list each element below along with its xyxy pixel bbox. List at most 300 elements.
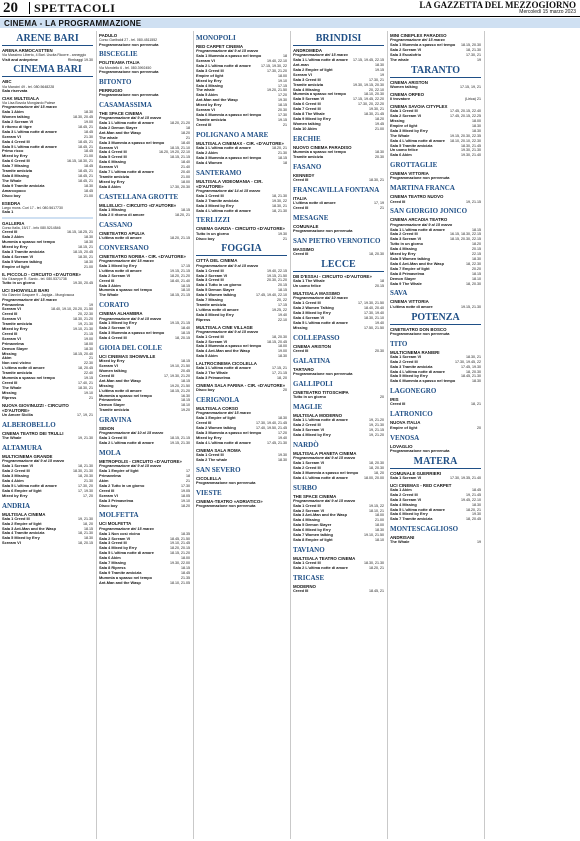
showtimes: 18.30 bbox=[84, 536, 93, 541]
showtimes: 19.30 bbox=[472, 512, 481, 517]
showtimes: 19.15, 21.30 bbox=[170, 441, 190, 446]
film-title: Sala 5 Demon Slayer bbox=[293, 522, 332, 528]
cinema-address: Via Mancini 49 - tel. 080.5648228 bbox=[2, 84, 55, 89]
showtimes: 17 bbox=[186, 469, 190, 474]
film-title: Sala 3 Mixed by Erry bbox=[293, 310, 331, 315]
showtimes: 18.15 bbox=[181, 565, 190, 570]
showtimes: 19, 21.15 bbox=[369, 427, 384, 432]
cinema-name: MODERNO bbox=[293, 583, 316, 589]
film-title: Tutto in un giorno bbox=[196, 230, 229, 236]
showtime-row bbox=[196, 318, 287, 323]
programme-note: Programmazione dal 10 al 15 marzo bbox=[99, 431, 164, 436]
listing-column bbox=[99, 31, 190, 839]
film-title: Programmazione non pervenuta bbox=[99, 41, 159, 47]
city-heading: CASAMASSIMA bbox=[99, 100, 152, 109]
showtimes: 18.00 bbox=[84, 341, 93, 346]
film-title: Sala 2 Creed III bbox=[293, 464, 321, 470]
film-title: Sala 6 Missing bbox=[99, 159, 126, 165]
film-title: Sala 9 The Whale bbox=[390, 280, 422, 286]
showtimes: 18.20, 21 bbox=[272, 145, 287, 150]
city-heading: GRAVINA bbox=[99, 416, 132, 425]
film-title: Tramite amicizia bbox=[2, 370, 33, 376]
cinema-address: Corso Italia, 15/17 - info 080.5214546 bbox=[2, 226, 61, 231]
film-title: Sala 5 Mixed by Erry bbox=[390, 373, 428, 379]
showtimes: 18, 20.30 bbox=[466, 369, 481, 374]
showtimes: 19.15, 21.15 bbox=[170, 321, 190, 326]
cinema-name: CIAK MULTISALA bbox=[2, 95, 39, 101]
showtimes: 18.00, 20.00 bbox=[364, 475, 384, 480]
film-title: Sala 8 Primavelma bbox=[390, 270, 425, 276]
film-title: Sala 1 Empire of light bbox=[99, 468, 139, 474]
showtimes: 19.20, 21.50 bbox=[267, 88, 287, 93]
film-title: The Whale bbox=[2, 384, 22, 390]
film-title: The whale bbox=[99, 134, 118, 140]
showtime-row bbox=[293, 252, 384, 257]
film-title: Missing bbox=[2, 350, 17, 356]
film-title: Sala 3 Scream VI bbox=[293, 426, 325, 432]
showtime-row bbox=[293, 538, 384, 543]
film-title: Sala 2 Scream VI bbox=[293, 507, 325, 513]
showtime-row bbox=[2, 413, 93, 418]
film-title: Sala 2 Women talking bbox=[196, 425, 236, 431]
film-title: Sala 3 Escalofrio bbox=[390, 51, 422, 57]
showtimes: 19.15 bbox=[375, 67, 384, 72]
city-heading: MONTESCAGLIOSO bbox=[390, 525, 459, 534]
showtime-row bbox=[293, 326, 384, 331]
showtimes: 18.30, 21 bbox=[78, 385, 93, 390]
film-title: Ripress bbox=[196, 316, 211, 322]
showtime-row bbox=[99, 213, 190, 218]
showtimes: 19.15, 21.50 bbox=[267, 273, 287, 278]
showtimes: 19.10 bbox=[278, 78, 287, 83]
city-heading: CERIGNOLA bbox=[196, 396, 240, 405]
showtimes: 19.10, 21.30 bbox=[73, 327, 93, 332]
showtimes: 21.00 bbox=[181, 175, 190, 179]
film-title: Sala 4 L'ultima notte di amore bbox=[293, 474, 348, 480]
film-title: Sala 3 Akim bbox=[99, 282, 121, 288]
city-heading: SANTERAMO bbox=[196, 168, 242, 177]
showtimes: 18.45 bbox=[472, 487, 481, 492]
film-title: Creed III bbox=[2, 311, 18, 317]
showtimes: 17, 19, 21 bbox=[77, 413, 93, 418]
film-title: Mummia a spasso nel tempo bbox=[2, 239, 55, 245]
film-title: Mummia a spasso nel tempo bbox=[99, 392, 152, 398]
showtimes: 18.15, 20.45 bbox=[73, 250, 93, 255]
film-title: Sala 1 Creed III bbox=[196, 267, 224, 273]
cinema-name: NUOVA GIOVINUZZI - CIRCUITO «D'AUTORE» bbox=[2, 402, 69, 413]
film-title: Disco boy bbox=[196, 235, 215, 241]
film-title: Sala 2 L'ultima notte di amore bbox=[293, 564, 348, 570]
cinema-name: MULTISALA CINEMAX - CIR. «D'AUTORE» bbox=[196, 140, 284, 146]
film-title: Sala 5 Women talking bbox=[2, 258, 42, 264]
film-title: Primavelma bbox=[2, 340, 24, 346]
cinema-name: CINEMA TEATRO NUOVO bbox=[390, 194, 444, 200]
film-title: The Whale bbox=[390, 132, 410, 138]
programme-note: Programmazione dal 10 marzo bbox=[293, 296, 348, 301]
film-title: Scream VI bbox=[99, 144, 118, 150]
showtimes: 18.15, 21 bbox=[78, 245, 93, 250]
showtime-row bbox=[99, 185, 190, 190]
showtimes: 20.20 bbox=[472, 266, 481, 271]
showtimes: 19.10, 21.50 bbox=[364, 533, 384, 538]
showtime-row bbox=[293, 349, 384, 354]
film-title: Mixed by Erry bbox=[2, 153, 28, 159]
showtimes: 18.45, 21.50 bbox=[170, 536, 190, 541]
showtimes: 18, 21.30 bbox=[78, 531, 93, 536]
cinema-name: CINEMA-TEATRO «ADRIATICO» bbox=[196, 498, 263, 504]
showtimes: 18.45, 21 bbox=[78, 178, 93, 183]
showtimes: 18 bbox=[283, 160, 287, 165]
film-title: Sala 5 Women talking bbox=[390, 255, 430, 261]
film-title: Women talking bbox=[293, 120, 321, 126]
film-title: Missing bbox=[99, 382, 114, 388]
cinema-address: Via Giuseppe R. Santo - tel. 080.5371738 bbox=[2, 276, 67, 281]
film-title: Sala 8 The Whale bbox=[293, 111, 325, 117]
film-title: Empire of light bbox=[2, 263, 30, 269]
film-title: Empire of light bbox=[390, 122, 418, 128]
showtimes: 20 bbox=[283, 388, 287, 393]
showtimes: 18.40 bbox=[181, 140, 190, 145]
cinema-name: PADULO bbox=[99, 33, 118, 38]
city-heading: BRINDISI bbox=[293, 33, 384, 46]
film-title: Creed III bbox=[293, 251, 309, 257]
film-title: The Whale bbox=[2, 435, 22, 441]
showtime-row bbox=[196, 354, 287, 359]
film-title: L'ultima notte di amore bbox=[99, 267, 142, 273]
cinema-name: CINEMA SALA ROMA bbox=[196, 447, 241, 453]
cinema-name: ANDROMEDA bbox=[293, 48, 323, 53]
city-heading: TITO bbox=[390, 339, 408, 348]
showtimes: 19.00 bbox=[84, 120, 93, 125]
film-title: Sala 1 Creed III bbox=[293, 502, 321, 508]
showtimes: 18.20, 21.20 bbox=[170, 121, 190, 126]
programme-note: Programmazione del 15 marzo bbox=[99, 526, 154, 531]
showtimes: 19, 21.20 bbox=[369, 418, 384, 423]
city-heading: COLLEPASSO bbox=[293, 333, 340, 342]
film-title: Sala 3 Creed III bbox=[293, 76, 321, 82]
film-title: Tutto in un giorno bbox=[293, 394, 326, 400]
film-title: Sala 6 Ant-Man and the Wasp bbox=[390, 260, 444, 266]
showtimes: 18.00 bbox=[278, 73, 287, 78]
film-title: Mixed by Erry bbox=[99, 178, 125, 184]
showtime-row bbox=[390, 402, 481, 407]
showtimes: 17.30, 21 bbox=[369, 77, 384, 82]
showtimes: 19 bbox=[89, 302, 93, 307]
city-heading: LATRONICO bbox=[390, 410, 433, 419]
city-heading: GALLIPOLI bbox=[293, 379, 333, 388]
showtimes: 19 bbox=[477, 57, 481, 62]
film-title: L'ultima notte di amore bbox=[2, 365, 45, 371]
showtimes: 17.30, 19.45, 22 bbox=[455, 359, 481, 364]
showtimes: 18.45, 21 bbox=[78, 124, 93, 129]
showtimes: 19.30, 20.45 bbox=[73, 281, 93, 286]
film-title: Sala 1 L'ultima notte di amore bbox=[293, 417, 348, 423]
showtimes: 16.20, 19.20, 22.10 bbox=[159, 150, 190, 155]
showtimes: 18.10 bbox=[181, 288, 190, 293]
showtimes: 18.15, 21.15 bbox=[170, 293, 190, 298]
showtimes: 18.15 bbox=[181, 378, 190, 383]
showtimes: 19, 21.30 bbox=[78, 322, 93, 327]
showtimes: 18.15 bbox=[278, 288, 287, 293]
showtime-row bbox=[2, 281, 93, 286]
film-title: Programmazione non pervenuta bbox=[390, 330, 450, 336]
film-title: Ripress bbox=[2, 394, 17, 400]
cinema-name: CINEMA ALHAMBRA bbox=[99, 311, 143, 317]
showtimes: 18.30 bbox=[278, 354, 287, 359]
showtime-row bbox=[390, 58, 481, 63]
showtimes: 17.30, 20, 22.20 bbox=[358, 102, 384, 107]
showtimes: 18.15, 21.20 bbox=[170, 551, 190, 556]
film-title: Sala 1 Creed III bbox=[196, 451, 224, 457]
film-title: Sala 9 Tramite amicizia bbox=[2, 182, 45, 188]
showtime-row bbox=[196, 481, 287, 486]
cinema-name: CINEMA ARISTON bbox=[390, 79, 428, 85]
film-title: Ant-Man and the Wasp bbox=[99, 377, 141, 383]
programme-note: Programmazione dal 9 al 15 marzo bbox=[196, 263, 259, 268]
city-heading: SAN SEVERO bbox=[196, 465, 241, 474]
cinema-name: DB D'ESSAI - CIRCUITO «D'AUTORE» bbox=[293, 274, 372, 280]
showtimes: 18.15 bbox=[472, 227, 481, 232]
cinema-name: SIDION bbox=[99, 426, 115, 432]
city-heading: ALTAMURA bbox=[2, 444, 43, 453]
film-title: Un uomo felice bbox=[390, 147, 418, 153]
film-title: Creed III bbox=[293, 204, 309, 210]
showtimes: 18.45 bbox=[84, 129, 93, 134]
cinema-name: PERRUGIO bbox=[99, 87, 123, 93]
film-title: Sala 4 L'ultima notte di amore bbox=[390, 368, 445, 374]
film-title: Sala 4 Missing bbox=[196, 82, 223, 88]
cinema-name: MULTISALA TEATRO CINEMA bbox=[293, 555, 356, 561]
film-title: Sala 1 Creed III bbox=[390, 108, 418, 114]
showtime-row bbox=[2, 265, 93, 270]
showtimes: 21 bbox=[186, 479, 190, 484]
showtimes: 21 bbox=[89, 356, 93, 361]
film-title: Sala 4 Mixed by Erry bbox=[99, 545, 137, 551]
showtimes: 18.15, 21.15 bbox=[170, 155, 190, 160]
film-title: Sala 3 Ant-Man and the Wasp bbox=[2, 525, 56, 531]
showtimes: 21.15 bbox=[84, 331, 93, 336]
city-heading: NARDÒ bbox=[293, 440, 319, 449]
film-title: Demon Slayer bbox=[2, 345, 28, 351]
showtime-row bbox=[99, 43, 190, 48]
showtimes: 18, 20.45 bbox=[78, 366, 93, 371]
showtimes: 19.45 bbox=[375, 121, 384, 126]
film-title: Akim bbox=[99, 478, 109, 484]
showtimes: 19.15 bbox=[84, 376, 93, 381]
film-title: Sala 4 Scream VI bbox=[293, 314, 325, 320]
showtimes: 18, 20 bbox=[83, 521, 93, 526]
showtimes: 22.15 bbox=[472, 252, 481, 257]
section-banner bbox=[0, 18, 580, 28]
showtimes: 18.20 bbox=[375, 116, 384, 121]
showtimes: 21.30 bbox=[278, 150, 287, 155]
film-title: Visit and anteprime bbox=[2, 56, 38, 62]
city-heading: ANDRIA bbox=[2, 501, 30, 510]
film-title: Sala 5 Akim bbox=[196, 353, 218, 359]
programme-note: Programmazione dal 9 al 15 marzo bbox=[99, 116, 162, 121]
film-title: Sala 8 Missing bbox=[2, 173, 29, 178]
showtimes: 18, 20.30 bbox=[369, 252, 384, 257]
film-title: L'ultima notte di amore bbox=[293, 200, 336, 206]
cinema-name: MULTISALA VIDEOMANIA - CIR. «D'AUTORE» bbox=[196, 178, 263, 189]
film-title: Sala 2 Creed III bbox=[293, 422, 321, 428]
showtime-row bbox=[390, 426, 481, 431]
cinema-name: UCI CINEMAS SHOWVILLE bbox=[99, 354, 156, 360]
city-heading: MOLA bbox=[99, 449, 121, 458]
showtimes: Rimbaggi 19.30 bbox=[67, 57, 93, 62]
film-title: Sala 5 Tramite amicizia bbox=[390, 142, 433, 148]
showtimes: 19.40 bbox=[278, 312, 287, 317]
showtime-row bbox=[2, 494, 93, 499]
masthead-right bbox=[419, 1, 580, 15]
film-title: Scream VI bbox=[2, 540, 21, 546]
showtimes: 20.40 bbox=[181, 170, 190, 175]
showtimes: 21 bbox=[283, 236, 287, 241]
showtimes: 18.15, 20.45 bbox=[267, 339, 287, 344]
city-heading: SAN GIORGIO JONICO bbox=[390, 207, 468, 216]
film-title: L'ultima notte di amore bbox=[99, 387, 142, 393]
showtimes: 20.15 bbox=[375, 284, 384, 289]
showtimes: 20.15 bbox=[278, 283, 287, 288]
film-title: Scream VI bbox=[196, 58, 215, 64]
showtimes: 18.40 bbox=[181, 326, 190, 331]
showtimes: 19, 21.30 bbox=[369, 423, 384, 428]
film-title: Creed III bbox=[390, 401, 406, 407]
city-heading: GIOIA DEL COLLE bbox=[99, 344, 163, 353]
cinema-name: MULTISALA PIANETA CINEMA bbox=[293, 450, 357, 456]
film-title: Creed III bbox=[390, 198, 406, 204]
showtimes: 17.40, 21 bbox=[78, 381, 93, 385]
city-heading: LAGONEGRO bbox=[390, 387, 437, 396]
showtimes: 18.10, 20.10, 22.30 bbox=[450, 138, 481, 143]
city-heading: GALATINA bbox=[293, 356, 331, 365]
film-title: Tramite amicizia bbox=[99, 174, 130, 179]
cinema-name: CINEMA GARZIA - CIRCUITO «D'AUTORE» bbox=[196, 226, 285, 232]
showtimes: 18.20 bbox=[181, 130, 190, 135]
showtime-row bbox=[196, 209, 287, 214]
film-title: Sala 3 Primavelma bbox=[196, 375, 231, 381]
showtimes: 17.15 bbox=[181, 263, 190, 268]
film-title: Sala 7 Missing bbox=[196, 297, 223, 303]
film-title: Demon Slayer bbox=[99, 402, 125, 408]
film-title: Sala 3 Creed III bbox=[196, 67, 224, 73]
city-heading: LECCE bbox=[293, 259, 384, 272]
showtimes: 20.30 bbox=[278, 108, 287, 113]
film-title: Sala 3 Mummia a spasso nel tempo bbox=[293, 469, 359, 475]
showtimes: 18.30 bbox=[472, 123, 481, 128]
showtimes: 17.45, 19.30 bbox=[461, 364, 481, 369]
film-title: Sala 3 Creed III bbox=[196, 277, 224, 283]
showtimes: 18.15 bbox=[278, 103, 287, 108]
city-heading: TERLIZZI bbox=[196, 216, 230, 225]
film-title: Scream VI bbox=[2, 133, 21, 139]
showtimes: 20.30 bbox=[375, 348, 384, 353]
film-title: Programmazione non pervenuta bbox=[293, 228, 353, 234]
film-title: Tutto in un giorno bbox=[2, 280, 35, 286]
film-title: Mixed by Erry bbox=[196, 434, 222, 440]
section-title: SPETTACOLI bbox=[34, 0, 116, 15]
showtimes: 19.30, 19.15, 20.30 bbox=[353, 82, 384, 87]
showtimes: 17.20 bbox=[278, 93, 287, 98]
film-title: Sala 4 Scream VI bbox=[2, 253, 34, 259]
showtimes: 18.30, 21.45 bbox=[364, 112, 384, 117]
showtimes: 18.30, 21 bbox=[272, 203, 287, 208]
city-heading: CASTELLANA GROTTE bbox=[99, 192, 179, 201]
showtimes: 18.10, 21.05 bbox=[170, 580, 190, 585]
film-title: Sala 7 Tramite amicizia bbox=[390, 516, 433, 522]
film-title: Tramite amicizia bbox=[293, 153, 324, 159]
showtimes: 18.30, 21.45 bbox=[461, 143, 481, 148]
showtimes: 18.20, 21 bbox=[175, 212, 190, 217]
showtime-row bbox=[196, 237, 287, 242]
showtimes: 19 bbox=[380, 72, 384, 77]
showtimes: 20 bbox=[380, 395, 384, 400]
film-title: Sala 5 Scream VI bbox=[293, 96, 325, 102]
film-title: Sala 6 Mummia a spasso nel tempo bbox=[196, 111, 262, 117]
showtimes: 18, 20.45 bbox=[466, 517, 481, 522]
cinema-name: UCI CINEMAS - RED CARPET bbox=[390, 482, 452, 488]
film-title: Sala 1 Creed III bbox=[99, 435, 127, 441]
showtimes: 22.40 bbox=[84, 371, 93, 376]
city-heading: MARTINA FRANCA bbox=[390, 184, 455, 193]
showtime-row bbox=[293, 566, 384, 571]
cinema-address: Via Giannini Gaspare 9 - Japigia - Mungivacca bbox=[2, 293, 75, 298]
cinema-name: MASSIMO bbox=[293, 246, 314, 252]
film-title: Sala 2 Tutto in un giorno bbox=[99, 482, 145, 488]
showtimes: 17, 20 bbox=[83, 493, 93, 498]
listing-column bbox=[390, 31, 481, 839]
film-title: Empire of light bbox=[390, 424, 418, 430]
film-title: Sala 3 Mixed by Erry bbox=[196, 202, 234, 208]
showtimes: 17.45, 21.30 bbox=[267, 440, 287, 445]
showtimes: 20.15 bbox=[472, 247, 481, 252]
showtimes: 17.40, 19.50, 21.45 bbox=[256, 426, 287, 431]
showtimes: 18.45, 21 bbox=[78, 169, 93, 174]
film-title: Sala 4 Missing bbox=[293, 517, 320, 523]
showtimes: 18.00 bbox=[278, 344, 287, 349]
city-heading: SAN PIETRO VERNOTICO bbox=[293, 236, 381, 245]
film-title: Sala 6 Mixed by Erry bbox=[390, 511, 428, 517]
film-title: Scream VI bbox=[293, 71, 312, 77]
film-title: Sala riservata bbox=[2, 87, 28, 93]
film-title: Sala 6 Women talking bbox=[196, 292, 236, 298]
cinema-name: CITTÀ DEL CINEMA bbox=[196, 258, 238, 264]
showtimes: 17, 19.30, 21.50 bbox=[358, 301, 384, 306]
showtimes: 17.15, 19.30, 22 bbox=[261, 63, 287, 68]
showtimes: 18, 21 bbox=[471, 402, 481, 407]
showtimes: 17.15 bbox=[278, 302, 287, 307]
film-title: Sala 9 Tramite amicizia bbox=[99, 569, 142, 575]
cinema-name: GALLERIA bbox=[2, 220, 25, 226]
showtimes: 17.45, 20.15, 22.40 bbox=[450, 109, 481, 114]
showtimes: 17.15, 21 bbox=[272, 366, 287, 371]
showtimes: 18.15 bbox=[181, 359, 190, 364]
showtimes: 18.00 bbox=[375, 513, 384, 518]
divider bbox=[2, 217, 93, 219]
showtimes: 18.30 bbox=[472, 502, 481, 507]
cinema-name: COMUNALE GUERRIERI bbox=[390, 470, 441, 476]
showtimes: 22.10 bbox=[278, 317, 287, 322]
showtimes: 21.30 bbox=[84, 478, 93, 483]
cinema-name: COMUNALE bbox=[293, 223, 319, 229]
showtime-row bbox=[293, 476, 384, 481]
film-title: Sala 1 Mixed by Erry bbox=[99, 320, 137, 326]
film-title: Sala 4 Tutto in un giorno bbox=[196, 282, 242, 288]
film-title: Disco boy bbox=[196, 387, 215, 393]
film-title: Mixed by Erry bbox=[99, 358, 125, 364]
showtimes: 19.10, 21.45 bbox=[170, 541, 190, 546]
city-heading: POTENZA bbox=[390, 312, 481, 325]
